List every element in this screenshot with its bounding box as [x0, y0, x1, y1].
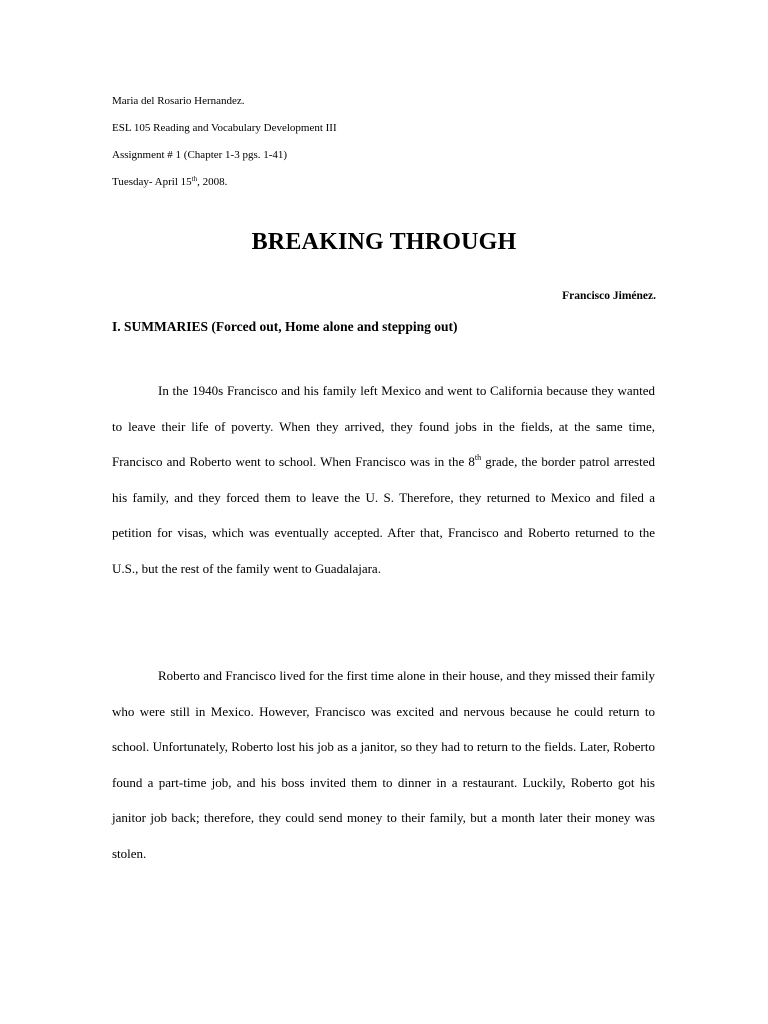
assignment-date	[112, 175, 227, 189]
summary-paragraph-2: Roberto and Francisco lived for the first time alone in their house, and they missed their family who were still in Mexico. However, Francisco was excited and nervous because he could return to school. Unfortunately, Roberto lost his job as a janitor, so they had to return to the fields. Later, Roberto found a part-time job, and his boss invited them to dinner in a restaurant. Luckily, Roberto got his janitor job back; therefore, they could send money to their family, but a month later their money was stolen.	[112, 668, 655, 861]
document-title: BREAKING THROUGH	[251, 229, 517, 255]
date-suffix: , 2008.	[197, 176, 228, 188]
paragraph-1-superscript: th	[474, 453, 482, 463]
paragraph-1-part-1: In the 1940s Francisco and his family left Mexico and went to California because they wanted to leave their life of poverty. When they arrived, they found jobs in the fields, at the same time, Francisco and Roberto went to school. When Francisco was in the 8	[112, 383, 655, 470]
date-prefix: Tuesday- April 15	[112, 176, 192, 188]
student-name: Maria del Rosario Hernandez.	[112, 95, 245, 107]
summary-paragraph-1	[112, 373, 655, 587]
section-heading: I. SUMMARIES (Forced out, Home alone and stepping out)	[112, 319, 458, 334]
paragraph-1-part-2: grade, the border patrol arrested his family, and they forced them to leave the U. S. Therefore, they returned to Mexico and filed a petition for visas, which was eventually accepted. After that, Francisco and Roberto returned to the U.S., but the rest of the family went to Guadalajara.	[112, 454, 655, 576]
assignment-info: Assignment # 1 (Chapter 1-3 pgs. 1-41)	[112, 149, 288, 161]
course-name: ESL 105 Reading and Vocabulary Development III	[112, 122, 337, 134]
date-superscript: th	[191, 175, 198, 183]
author-name: Francisco Jiménez.	[562, 290, 656, 302]
